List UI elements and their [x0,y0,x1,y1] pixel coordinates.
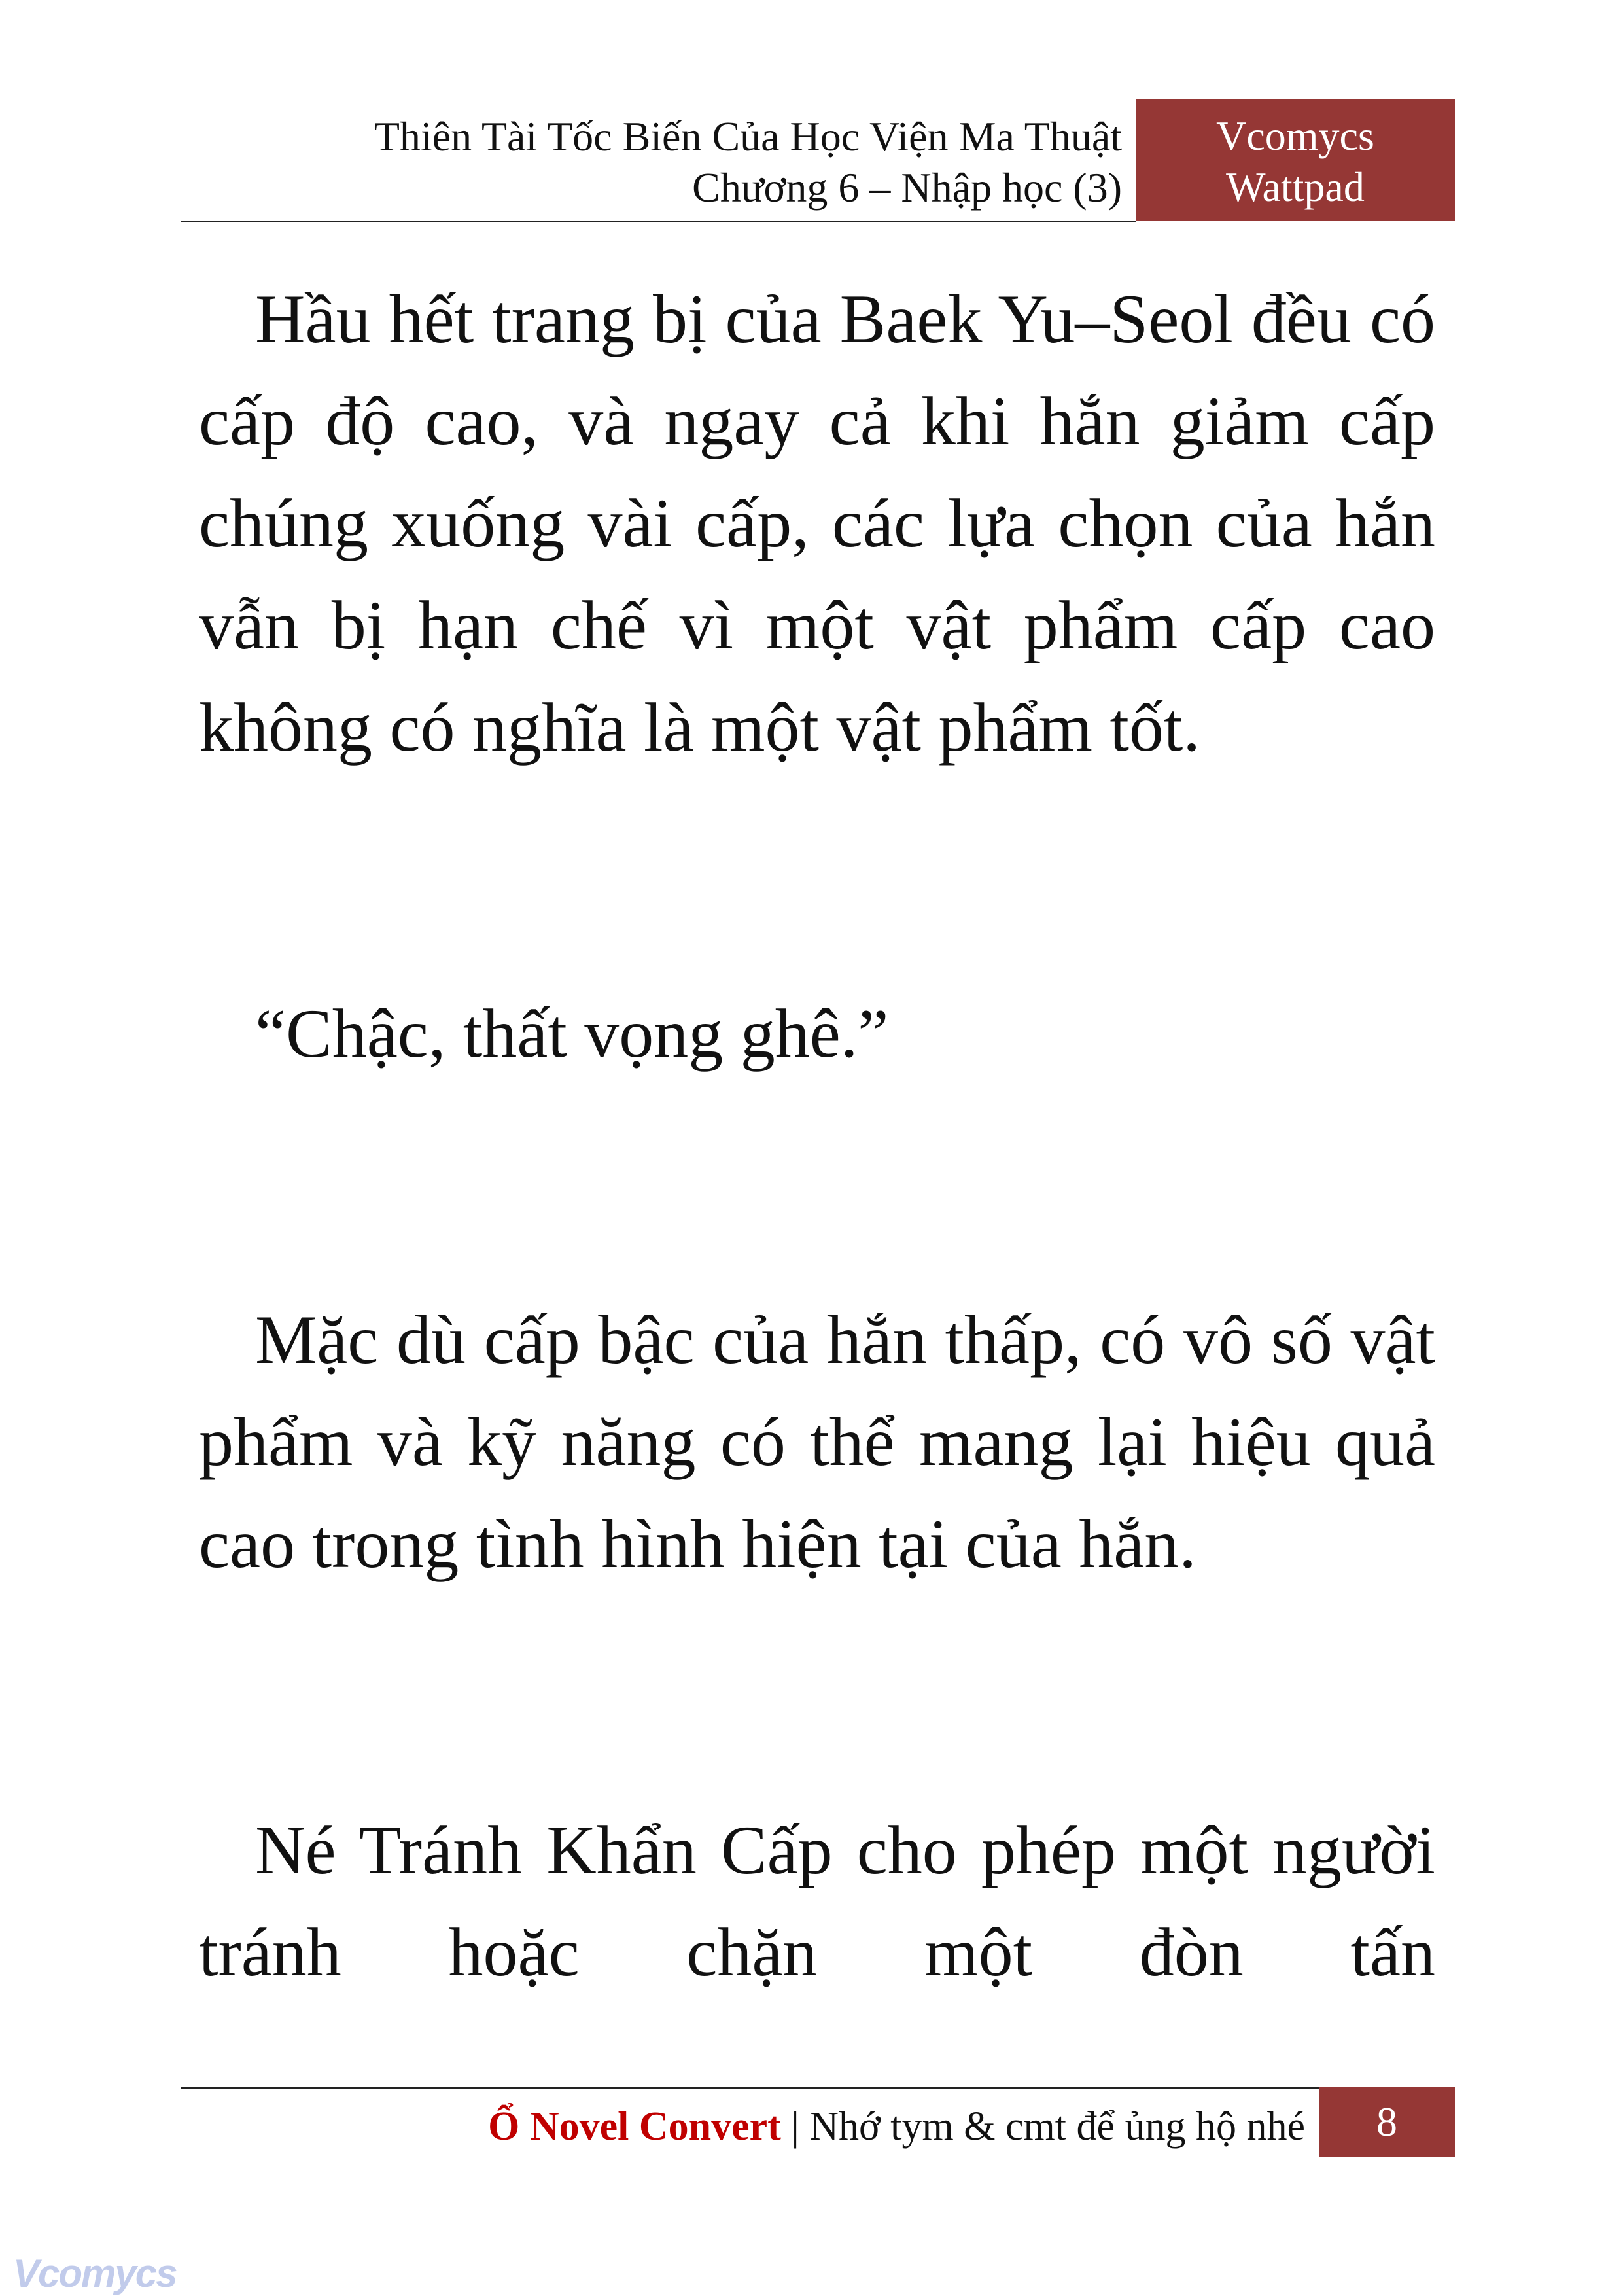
book-title: Thiên Tài Tốc Biến Của Học Viện Ma Thuật [374,113,1122,160]
chapter-title: Chương 6 – Nhập học (3) [692,164,1122,211]
page-number: 8 [1319,2087,1455,2157]
footer-credit [488,2100,1305,2153]
paragraph-spacer [199,1595,1435,1799]
footer-note: Nhớ tym & cmt để ủng hộ nhé [809,2104,1305,2149]
page-body [199,268,1435,2004]
paragraph-3: Mặc dù cấp bậc của hắn thấp, có vô số vật phẩm và kỹ năng có thể mang lại hiệu quả cao trong tình hình hiện tại của hắn. [199,1301,1435,1582]
header-divider [181,221,1136,222]
source-badge [1136,99,1455,221]
paragraph-1: Hầu hết trang bị của Baek Yu–Seol đều có cấp độ cao, và ngay cả khi hắn giảm cấp chúng xuống vài cấp, các lựa chọn của hắn vẫn bị hạn chế vì một vật phẩm cấp cao không có nghĩa là một vật phẩm tốt. [199,281,1435,766]
paragraph-4: Né Tránh Khẩn Cấp cho phép một người tránh hoặc chặn một đòn tấn [199,1812,1435,1990]
footer-divider [181,2087,1319,2089]
paragraph-spacer [199,779,1435,983]
footer-separator: | [780,2104,810,2149]
paragraph-spacer [199,1085,1435,1289]
paragraph-2-dialogue: “Chậc, thất vọng ghê.” [255,995,889,1072]
badge-line-vcomycs: Vcomycs [1216,113,1374,159]
badge-line-wattpad: Wattpad [1226,164,1365,210]
footer-brand: Ổ Novel Convert [488,2104,781,2149]
watermark-logo: Vcomycs [13,2252,177,2295]
running-header [374,111,1122,213]
